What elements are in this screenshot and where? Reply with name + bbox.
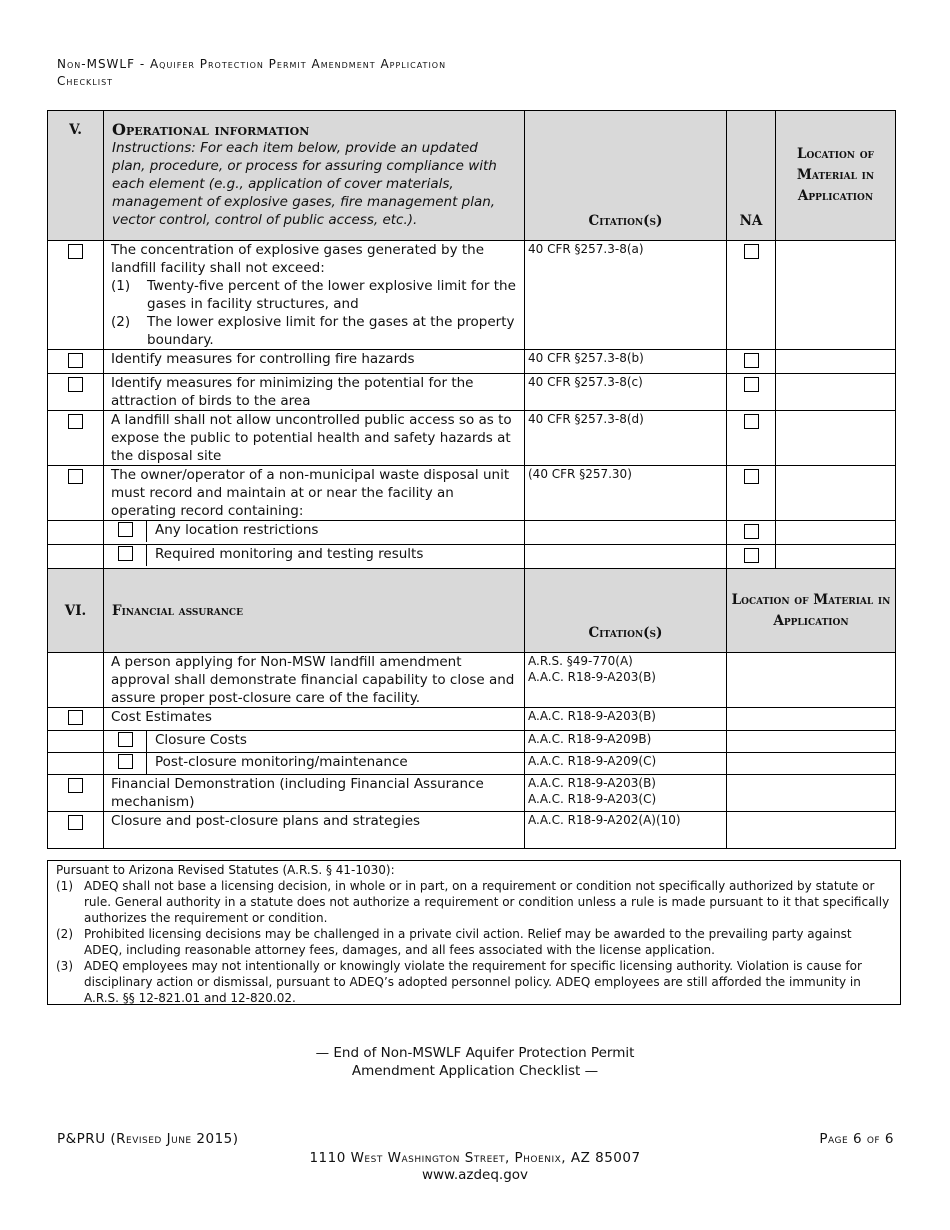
citation: A.A.C. R18-9-A203(B) [525,708,727,731]
table-row [48,466,896,521]
location-column-header: Location of Material in Application [776,111,896,241]
table-row [48,708,896,731]
citation: 40 CFR §257.3-8(c) [525,374,727,411]
legal-item: (2) Prohibited licensing decisions may be challenged in a private civil action. Relief may be awarded to the prevailing party against ADEQ, including reasonable attorney fees, damages, and all fees associated with the license application. [56,927,852,957]
table-row [48,374,896,411]
sub-item-checkbox[interactable] [118,522,133,537]
section-instructions: Instructions: For each item below, provide an updated plan, procedure, or process for assuring compliance with each element (e.g., application of cover materials, management of explosive gases, fire management plan, vector control, control of public access, etc.). [112,140,497,228]
item-checkbox[interactable] [68,353,83,368]
legal-notice [47,860,901,1005]
footer-contact [0,1150,950,1184]
section-heading [104,111,525,241]
location-cell[interactable] [727,708,896,731]
location-cell[interactable] [776,374,896,411]
na-checkbox[interactable] [744,414,759,429]
table-row [48,753,896,775]
section-number: VI. [48,569,104,653]
location-cell[interactable] [776,521,896,545]
location-cell[interactable] [727,731,896,753]
location-cell[interactable] [727,753,896,775]
item-text: Closure and post-closure plans and strategies [104,812,525,849]
na-checkbox[interactable] [744,548,759,563]
section-number: V. [48,111,104,241]
na-checkbox[interactable] [744,377,759,392]
footer-revision: P&PRU (Revised June 2015) [57,1131,239,1147]
legal-intro: Pursuant to Arizona Revised Statutes (A.R.S. § 41-1030): [56,863,395,877]
location-cell[interactable] [776,411,896,466]
legal-item: (1) ADEQ shall not base a licensing decision, in whole or in part, on a requirement or condition not specifically authorized by statute or rule. General authority in a statute does not authorize a requirement or condition unless a rule is made pursuant to it that specifically authorizes the requirement or condition. [56,879,890,925]
citation: (40 CFR §257.30) [525,466,727,521]
location-cell[interactable] [776,545,896,569]
citation: A.A.C. R18-9-A209B) [525,731,727,753]
location-cell[interactable] [776,466,896,521]
item-checkbox[interactable] [68,469,83,484]
item-text: Cost Estimates [104,708,525,731]
citation: 40 CFR §257.3-8(b) [525,350,727,374]
location-cell[interactable] [727,775,896,812]
page-header [57,56,446,90]
citation: A.A.C. R18-9-A202(A)(10) [525,812,727,849]
citation-column-header: Citation(s) [525,569,727,653]
table-row [48,775,896,812]
item-text: Financial Demonstration (including Financial Assurance mechanism) [104,775,525,812]
table-row [48,521,896,545]
legal-item: (3) ADEQ employees may not intentionally or knowingly violate the requirement for specific licensing authority. Violation is cause for disciplinary action or dismissal, pursuant to ADEQ’s adopted personnel policy. ADEQ employees are still afforded the immunity in A.R.S. §§ 12-821.01 and 12-820.02. [56,959,862,1005]
table-row [48,653,896,708]
citation: 40 CFR §257.3-8(a) [525,241,727,350]
item-checkbox[interactable] [68,778,83,793]
section-header-row [48,111,896,241]
footer-address: 1110 West Washington Street, Phoenix, AZ 85007 [309,1150,641,1166]
item-checkbox[interactable] [68,244,83,259]
end-note: — End of Non-MSWLF Aquifer Protection Permit Amendment Application Checklist — [315,1045,635,1079]
citation: A.A.C. R18-9-A209(C) [525,753,727,775]
sub-item-text: Any location restrictions [155,522,319,538]
table-row [48,545,896,569]
header-subtitle: Checklist [57,74,114,88]
section-title: Financial assurance [104,569,525,653]
na-checkbox[interactable] [744,524,759,539]
location-cell[interactable] [776,350,896,374]
item-text: The concentration of explosive gases generated by the landfill facility shall not exceed: (1) Twenty-five percent of the lower explosive limit for the gases in facility structures, and (2) The lower explosive limit for the gases at the property boundary. [104,241,525,350]
item-text: A landfill shall not allow uncontrolled public access so as to expose the public to potential health and safety hazards at the disposal site [104,411,525,466]
citation: 40 CFR §257.3-8(d) [525,411,727,466]
sub-item-text: Post-closure monitoring/maintenance [155,754,408,770]
footer-website[interactable]: www.azdeq.gov [421,1167,529,1183]
table-row [48,241,896,350]
table-row [48,812,896,849]
table-row [48,731,896,753]
location-cell[interactable] [727,653,896,708]
item-text: Identify measures for controlling fire hazards [104,350,525,374]
operational-information-table [47,110,896,569]
sub-item-checkbox[interactable] [118,546,133,561]
item-checkbox[interactable] [68,710,83,725]
na-checkbox[interactable] [744,353,759,368]
na-column-header: NA [727,111,776,241]
financial-assurance-table [47,568,896,849]
location-column-header: Location of Material in Application [727,569,896,653]
citation: A.R.S. §49-770(A) A.A.C. R18-9-A203(B) [525,653,727,708]
sub-item-text: Closure Costs [155,732,247,748]
sub-item-checkbox[interactable] [118,754,133,769]
item-checkbox[interactable] [68,414,83,429]
sub-item-checkbox[interactable] [118,732,133,747]
footer-page-number: Page 6 of 6 [819,1131,894,1147]
section-title: Operational information [112,120,310,139]
sub-item-text: Required monitoring and testing results [155,546,424,562]
item-checkbox[interactable] [68,377,83,392]
na-checkbox[interactable] [744,469,759,484]
item-checkbox[interactable] [68,815,83,830]
item-text: Identify measures for minimizing the potential for the attraction of birds to the area [104,374,525,411]
citation: A.A.C. R18-9-A203(B) A.A.C. R18-9-A203(C) [525,775,727,812]
section-header-row [48,569,896,653]
table-row [48,411,896,466]
na-checkbox[interactable] [744,244,759,259]
header-title: Non-MSWLF - Aquifer Protection Permit Amendment Application [57,57,447,71]
item-text: A person applying for Non-MSW landfill amendment approval shall demonstrate financial capability to close and assure proper post-closure care of the facility. [104,653,525,708]
location-cell[interactable] [727,812,896,849]
item-text: The owner/operator of a non-municipal waste disposal unit must record and maintain at or near the facility an operating record containing: [104,466,525,521]
location-cell[interactable] [776,241,896,350]
table-row [48,350,896,374]
citation-column-header: Citation(s) [525,111,727,241]
